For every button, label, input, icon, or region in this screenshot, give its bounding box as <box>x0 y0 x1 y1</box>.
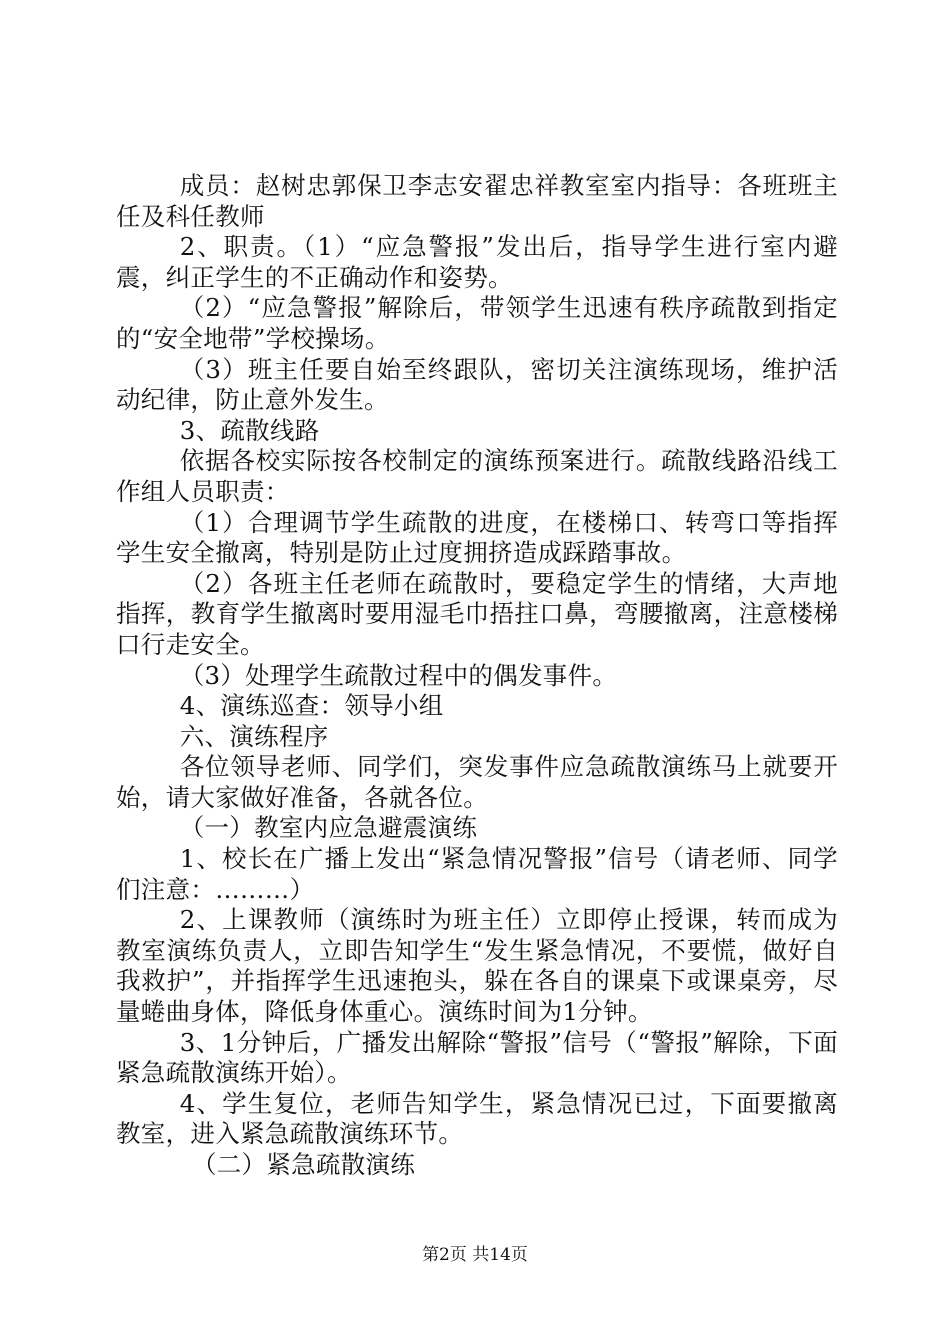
paragraph-step-4: 4、学生复位，老师告知学生，紧急情况已过，下面要撤离教室，进入紧急疏散演练环节。 <box>116 1088 838 1149</box>
paragraph-opening: 各位领导老师、同学们，突发事件应急疏散演练马上就要开始，请大家做好准备，各就各位。 <box>116 752 838 812</box>
paragraph-step-1: 1、校长在广播上发出“紧急情况警报”信号（请老师、同学们注意：………） <box>116 844 838 904</box>
paragraph-members: 成员：赵树忠郭保卫李志安翟忠祥教室室内指导：各班班主任及科任教师 <box>116 171 838 231</box>
paragraph-duty-3: （3）班主任要自始至终跟队，密切关注演练现场，维护活动纪律，防止意外发生。 <box>116 354 838 415</box>
paragraph-route-duty-3: （3）处理学生疏散过程中的偶发事件。 <box>179 660 618 690</box>
paragraph-route-duty-2: （2）各班主任老师在疏散时，要稳定学生的情绪，大声地指挥，教育学生撤离时要用湿毛巾捂拄口鼻，弯腰撤离，注意楼梯口行走安全。 <box>116 568 838 659</box>
paragraph-route-duty-1: （1）合理调节学生疏散的进度，在楼梯口、转弯口等指挥学生安全撤离，特别是防止过度拥挤造成踩踏事故。 <box>116 507 838 568</box>
paragraph-duties: 2、职责。（1）“应急警报”发出后，指导学生进行室内避震，纠正学生的不正确动作和姿势。 <box>116 232 838 292</box>
paragraph-inspection: 4、演练巡查：领导小组 <box>179 691 444 721</box>
paragraph-duty-2: （2）“应急警报”解除后，带领学生迅速有秩序疏散到指定的“安全地带”学校操场。 <box>116 293 838 353</box>
paragraph-evacuation-route-heading: 3、疏散线路 <box>179 415 320 445</box>
document-body <box>116 171 838 1181</box>
subsection-heading-classroom: （一）教室内应急避震演练 <box>179 813 478 843</box>
paragraph-step-3: 3、1分钟后，广播发出解除“警报”信号（“警报”解除，下面紧急疏散演练开始）。 <box>116 1027 838 1088</box>
section-heading-procedure: 六、演练程序 <box>179 721 329 751</box>
paragraph-evacuation-route: 依据各校实际按各校制定的演练预案进行。疏散线路沿线工作组人员职责： <box>116 446 838 506</box>
page-number-footer: 第2页 共14页 <box>422 1245 528 1265</box>
subsection-heading-evacuation: （二）紧急疏散演练 <box>191 1150 416 1179</box>
paragraph-step-2: 2、上课教师（演练时为班主任）立即停止授课，转而成为教室演练负责人，立即告知学生“发生紧急情况，不要慌，做好自我救护”，并指挥学生迅速抱头，躲在各自的课桌下或课桌旁，尽量蜷曲身体，降低身体重心。演练时间为1分钟。 <box>116 905 838 1027</box>
